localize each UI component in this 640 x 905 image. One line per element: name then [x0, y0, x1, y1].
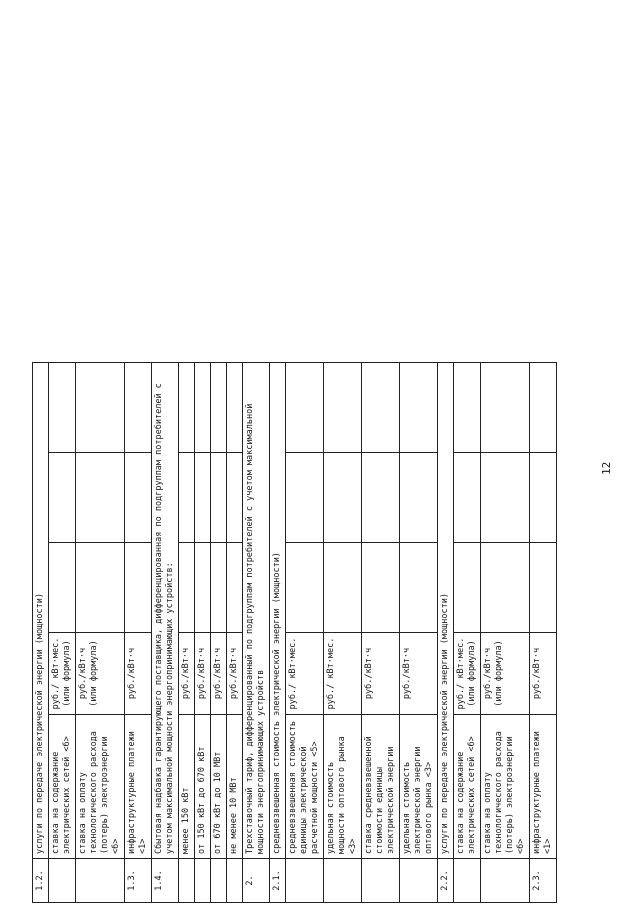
row-unit: руб./кВт·ч (или формула): [76, 633, 125, 715]
row-description: средневзвешенная стоимость электрической энергии (мощности): [270, 363, 286, 859]
row-number: [211, 859, 227, 903]
value-cell: [227, 453, 243, 543]
row-unit: руб./ кВт·мес. (или формула): [454, 633, 481, 715]
table-row: [286, 363, 324, 903]
row-description: ставка на содержание электрических сетей <6>: [49, 715, 76, 859]
row-number: 2.3.: [530, 859, 557, 903]
row-unit: руб./кВт·ч: [362, 633, 400, 715]
row-number: [286, 859, 324, 903]
row-number: [195, 859, 211, 903]
row-description: ставка средневзвешенной стоимости единицы электрической энергии: [362, 715, 400, 859]
value-cell: [195, 363, 211, 453]
value-cell: [179, 543, 195, 633]
row-number: 1.2.: [33, 859, 49, 903]
value-cell: [76, 453, 125, 543]
tariff-table-body: [33, 363, 557, 903]
value-cell: [530, 363, 557, 453]
table-row: [324, 363, 362, 903]
table-row: [211, 363, 227, 903]
value-cell: [211, 363, 227, 453]
row-number: [49, 859, 76, 903]
row-number: [76, 859, 125, 903]
value-cell: [49, 363, 76, 453]
table-row: [125, 363, 152, 903]
value-cell: [454, 363, 481, 453]
row-unit: руб./кВт·ч (или формула): [481, 633, 530, 715]
value-cell: [400, 453, 438, 543]
row-description: не менее 10 МВт: [227, 715, 243, 859]
table-row: [362, 363, 400, 903]
value-cell: [179, 453, 195, 543]
value-cell: [454, 453, 481, 543]
value-cell: [481, 363, 530, 453]
row-number: [179, 859, 195, 903]
table-row: [454, 363, 481, 903]
value-cell: [179, 363, 195, 453]
value-cell: [211, 453, 227, 543]
row-unit: руб./кВт·ч: [195, 633, 211, 715]
row-description: средневзвешенная стоимость единицы электрической расчетной мощности <5>: [286, 715, 324, 859]
table-row: [195, 363, 211, 903]
table-row: [49, 363, 76, 903]
row-number: [454, 859, 481, 903]
row-unit: руб./кВт·ч: [530, 633, 557, 715]
value-cell: [400, 543, 438, 633]
value-cell: [362, 543, 400, 633]
row-unit: руб./ кВт·мес.: [286, 633, 324, 715]
value-cell: [481, 453, 530, 543]
value-cell: [530, 543, 557, 633]
row-unit: руб./кВт·ч: [125, 633, 152, 715]
table-row: [152, 363, 179, 903]
page-number: 12: [600, 461, 613, 475]
table-row: [400, 363, 438, 903]
table-row: [481, 363, 530, 903]
value-cell: [195, 543, 211, 633]
row-number: [400, 859, 438, 903]
row-unit: руб./кВт·ч: [400, 633, 438, 715]
row-number: 2.1.: [270, 859, 286, 903]
value-cell: [454, 543, 481, 633]
row-description: менее 150 кВт: [179, 715, 195, 859]
row-number: [362, 859, 400, 903]
value-cell: [324, 363, 362, 453]
value-cell: [49, 543, 76, 633]
row-unit: руб./ кВт·мес. (или формула): [49, 633, 76, 715]
row-description: инфраструктурные платежи <1>: [125, 715, 152, 859]
value-cell: [195, 453, 211, 543]
value-cell: [227, 363, 243, 453]
value-cell: [362, 363, 400, 453]
row-description: удельная стоимость мощности оптового рынка <3>: [324, 715, 362, 859]
table-row: [33, 363, 49, 903]
value-cell: [324, 543, 362, 633]
row-description: ставка на содержание электрических сетей <6>: [454, 715, 481, 859]
value-cell: [49, 453, 76, 543]
row-unit: руб./кВт·ч: [179, 633, 195, 715]
value-cell: [76, 543, 125, 633]
value-cell: [211, 543, 227, 633]
row-description: от 150 кВт до 670 кВт: [195, 715, 211, 859]
table-row: [270, 363, 286, 903]
row-description: Трехставочный тариф, дифференцированный по подгруппам потребителей с учетом максимальной мощности энергопринимающих устройств: [243, 363, 270, 859]
value-cell: [481, 543, 530, 633]
row-number: 2.2.: [438, 859, 454, 903]
row-number: [481, 859, 530, 903]
row-number: [324, 859, 362, 903]
value-cell: [125, 363, 152, 453]
value-cell: [76, 363, 125, 453]
row-number: 1.4.: [152, 859, 179, 903]
row-number: [227, 859, 243, 903]
table-row: [530, 363, 557, 903]
value-cell: [400, 363, 438, 453]
tariff-table: [32, 362, 557, 903]
value-cell: [125, 453, 152, 543]
row-unit: руб./кВт·ч: [227, 633, 243, 715]
row-number: 1.3.: [125, 859, 152, 903]
value-cell: [125, 543, 152, 633]
row-unit: руб./ кВт·мес.: [324, 633, 362, 715]
row-description: удельная стоимость электрической энергии оптового рынка <3>: [400, 715, 438, 859]
table-row: [179, 363, 195, 903]
row-number: 2.: [243, 859, 270, 903]
value-cell: [286, 363, 324, 453]
table-row: [243, 363, 270, 903]
row-unit: руб./кВт·ч: [211, 633, 227, 715]
value-cell: [362, 453, 400, 543]
value-cell: [324, 453, 362, 543]
value-cell: [286, 543, 324, 633]
table-row: [438, 363, 454, 903]
row-description: ставка на оплату технологического расхода (потерь) электроэнергии <6>: [481, 715, 530, 859]
row-description: ставка на оплату технологического расхода (потерь) электроэнергии <6>: [76, 715, 125, 859]
row-description: услуги по передаче электрической энергии (мощности): [33, 363, 49, 859]
value-cell: [530, 453, 557, 543]
value-cell: [227, 543, 243, 633]
table-row: [76, 363, 125, 903]
table-row: [227, 363, 243, 903]
row-description: инфраструктурные платежи <1>: [530, 715, 557, 859]
value-cell: [286, 453, 324, 543]
row-description: услуги по передаче электрической энергии (мощности): [438, 363, 454, 859]
row-description: от 670 кВт до 10 МВт: [211, 715, 227, 859]
row-description: Сбытовая надбавка гарантирующего поставщика, дифференцированная по подгруппам потребителей с учетом максимальной мощности энергопринимающих устройств:: [152, 363, 179, 859]
